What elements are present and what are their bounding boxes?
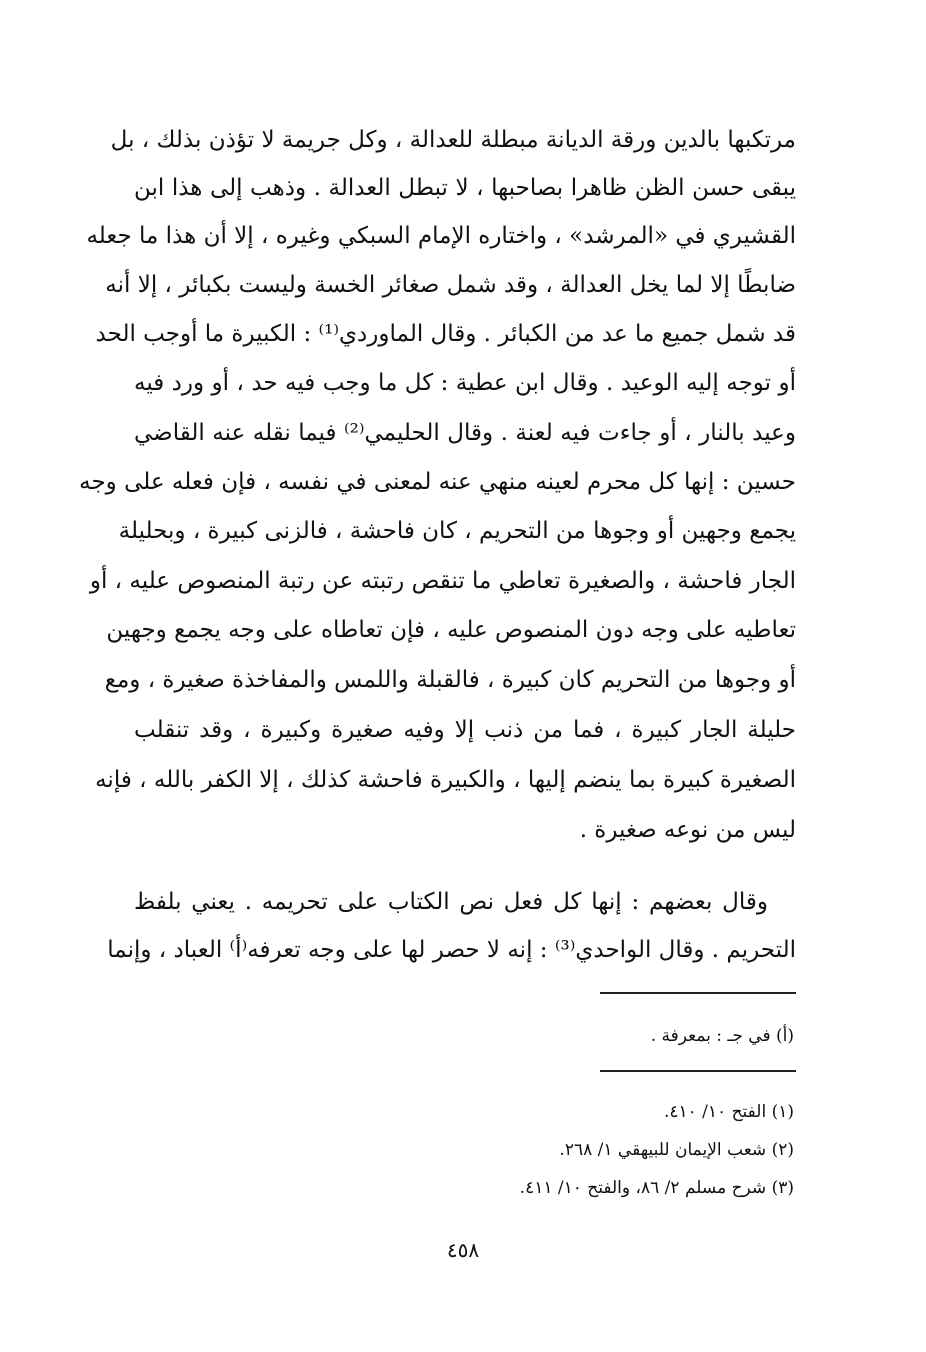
text-line: وعيد بالنار ، أو جاءت فيه لعنة . وقال الحليمي⁽²⁾ فيما نقله عنه القاضي bbox=[134, 420, 796, 446]
paragraph-main-continued bbox=[95, 710, 796, 870]
variant-note: (أ) في جـ : بمعرفة . bbox=[650, 1026, 794, 1046]
text-line: قد شمل جميع ما عد من الكبائر . وقال الماوردي⁽¹⁾ : الكبيرة ما أوجب الحد bbox=[95, 321, 796, 347]
footnote-2: (٢) شعب الإيمان للبيهقي ١/ ٢٦٨. bbox=[559, 1140, 794, 1160]
variant-separator-rule bbox=[600, 992, 796, 994]
text-line: تعاطيه على وجه دون المنصوص عليه ، فإن تعاطاه على وجه يجمع وجهين bbox=[106, 617, 796, 643]
footnote-1: (١) الفتح ١٠/ ٤١٠. bbox=[663, 1102, 794, 1122]
text-line: أو توجه إليه الوعيد . وقال ابن عطية : كل ما وجب فيه حد ، أو ورد فيه bbox=[134, 370, 796, 396]
text-line: الجار فاحشة ، والصغيرة تعاطي ما تنقص رتبته عن رتبة المنصوص عليه ، أو bbox=[89, 568, 796, 594]
text-line: الصغيرة كبيرة بما ينضم إليها ، والكبيرة فاحشة كذلك ، إلا الكفر بالله ، فإنه bbox=[95, 767, 796, 793]
paragraph-main bbox=[79, 120, 796, 720]
text-line: وقال بعضهم : إنها كل فعل نص الكتاب على تحريمه . يعني بلفظ bbox=[134, 889, 768, 915]
text-line: حليلة الجار كبيرة ، فما من ذنب إلا وفيه صغيرة وكبيرة ، وقد تنقلب bbox=[134, 717, 796, 743]
text-line: القشيري في «المرشد» ، واختاره الإمام السبكي وغيره ، إلا أن هذا ما جعله bbox=[86, 223, 796, 249]
text-line: مرتكبها بالدين ورقة الديانة مبطلة للعدالة ، وكل جريمة لا تؤذن بذلك ، بل bbox=[110, 127, 796, 153]
footnote-3: (٣) شرح مسلم ٢/ ٨٦، والفتح ١٠/ ٤١١. bbox=[519, 1178, 794, 1198]
text-line: ضابطًا إلا لما يخل العدالة ، وقد شمل صغائر الخسة وليست بكبائر ، إلا أنه bbox=[105, 272, 796, 298]
text-line: حسين : إنها كل محرم لعينه منهي عنه لمعنى في نفسه ، فإن فعله على وجه bbox=[79, 469, 796, 495]
footnote-separator-rule bbox=[600, 1070, 796, 1072]
paragraph-second bbox=[107, 882, 796, 982]
text-line: يبقى حسن الظن ظاهرا بصاحبها ، لا تبطل العدالة . وذهب إلى هذا ابن bbox=[134, 175, 796, 201]
page-number: ٤٥٨ bbox=[446, 1238, 480, 1262]
text-line: التحريم . وقال الواحدي⁽³⁾ : إنه لا حصر لها على وجه تعرفه⁽أ⁾ العباد ، وإنما bbox=[107, 937, 796, 963]
text-line: يجمع وجهين أو وجوها من التحريم ، كان فاحشة ، فالزنى كبيرة ، وبحليلة bbox=[118, 518, 796, 544]
text-line: ليس من نوعه صغيرة . bbox=[579, 817, 796, 843]
text-line: أو وجوها من التحريم كان كبيرة ، فالقبلة واللمس والمفاخذة صغيرة ، ومع bbox=[104, 667, 796, 693]
